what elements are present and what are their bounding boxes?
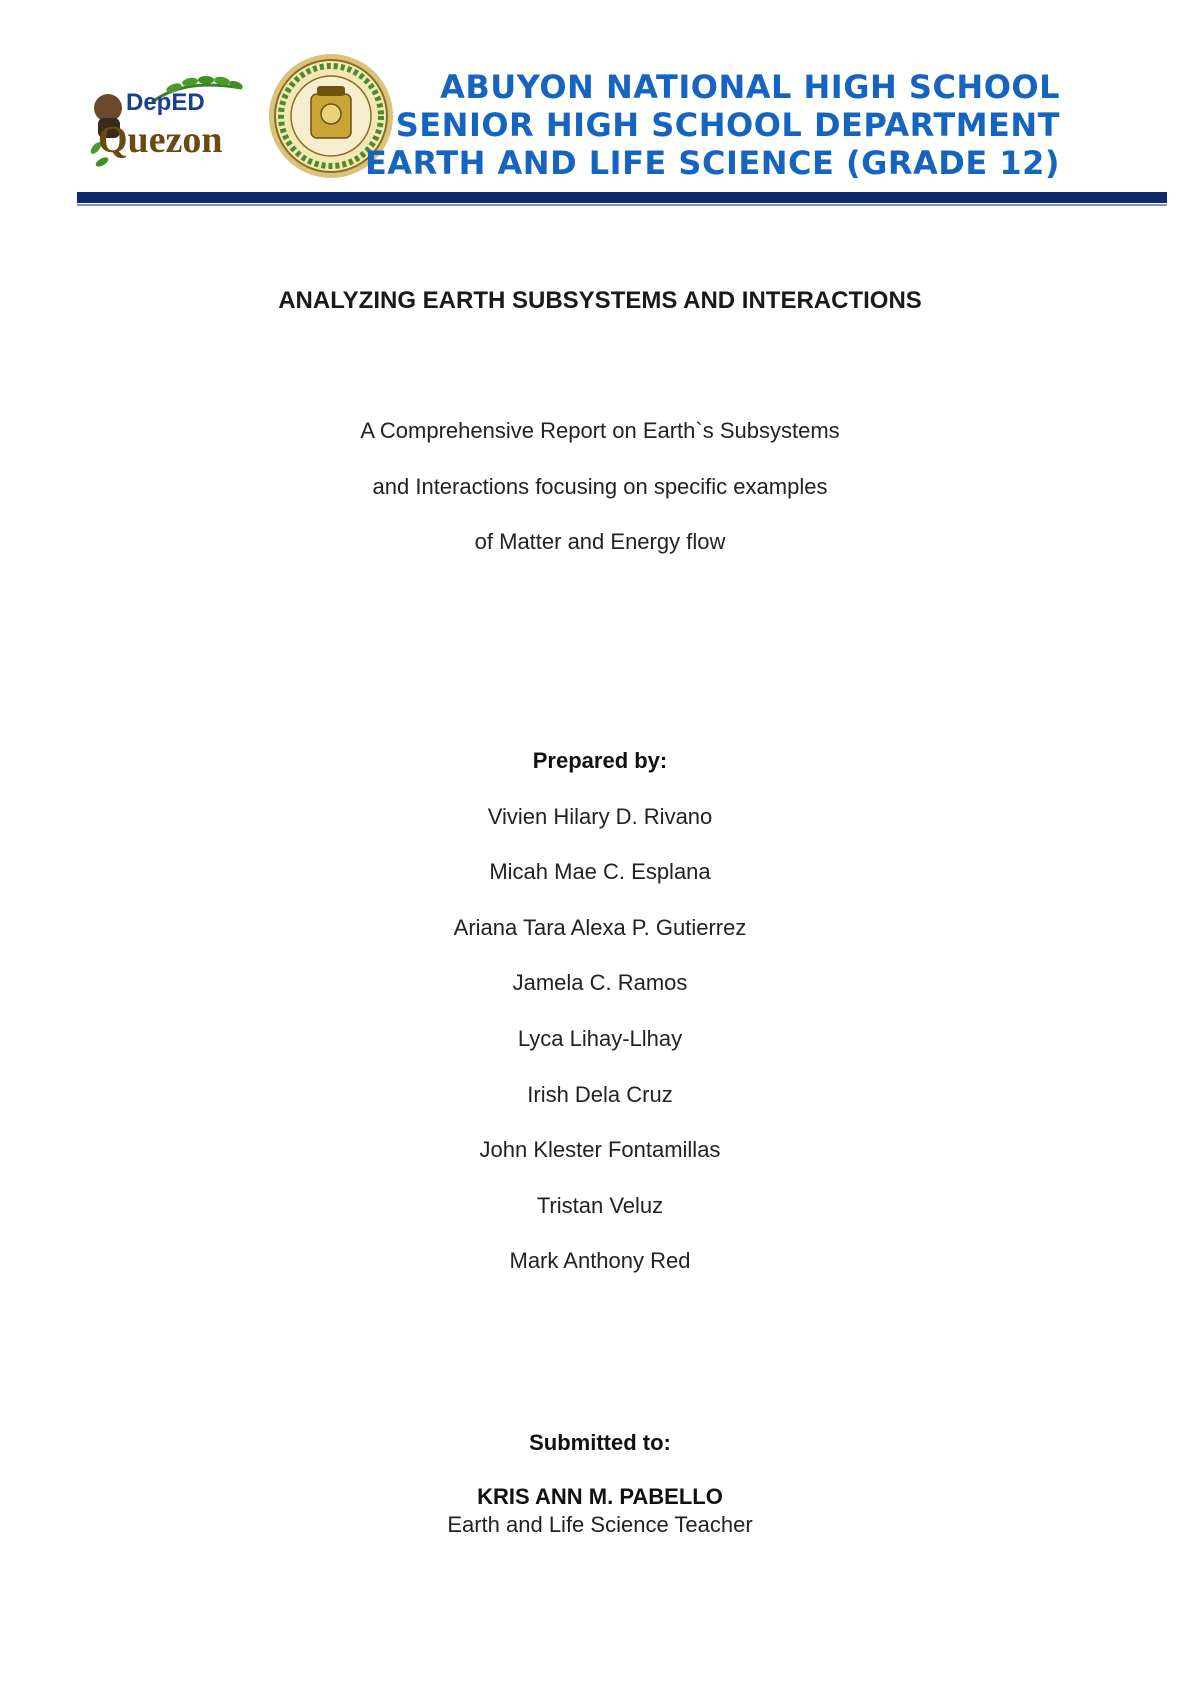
- author-name: Vivien Hilary D. Rivano: [487, 803, 713, 829]
- author-name: Micah Mae C. Esplana: [489, 859, 711, 885]
- document-header: [0, 0, 1200, 210]
- author-name: Tristan Veluz: [536, 1192, 664, 1218]
- author-name: Irish Dela Cruz: [527, 1081, 673, 1107]
- report-subtitle: [0, 403, 1200, 570]
- report-title: ANALYZING EARTH SUBSYSTEMS AND INTERACTIONS: [278, 287, 922, 314]
- author-name: Mark Anthony Red: [509, 1248, 691, 1274]
- deped-wordmark: DepED: [126, 89, 205, 116]
- header-divider: [77, 192, 1167, 203]
- author-name: Ariana Tara Alexa P. Gutierrez: [453, 914, 747, 940]
- prepared-by-section: [0, 733, 1200, 1289]
- subtitle-line: of Matter and Energy flow: [474, 529, 726, 554]
- prepared-by-label: Prepared by:: [532, 748, 668, 773]
- author-name: Lyca Lihay-Llhay: [517, 1025, 683, 1051]
- subject-name: EARTH AND LIFE SCIENCE (GRADE 12): [364, 144, 1060, 182]
- subtitle-line: A Comprehensive Report on Earth`s Subsystems: [360, 418, 840, 443]
- teacher-role: Earth and Life Science Teacher: [447, 1512, 753, 1537]
- school-heading: [365, 68, 1060, 182]
- submitted-to-section: [0, 1428, 1200, 1539]
- author-name: Jamela C. Ramos: [512, 970, 688, 996]
- subtitle-line: and Interactions focusing on specific examples: [372, 473, 828, 499]
- submitted-to-label: Submitted to:: [529, 1430, 671, 1455]
- deped-quezon-logo: [82, 74, 252, 174]
- school-name: ABUYON NATIONAL HIGH SCHOOL: [440, 68, 1060, 106]
- department-name: SENIOR HIGH SCHOOL DEPARTMENT: [395, 106, 1060, 144]
- author-name: John Klester Fontamillas: [479, 1137, 721, 1163]
- quezon-wordmark: Quezon: [98, 119, 223, 161]
- teacher-name: KRIS ANN M. PABELLO: [477, 1484, 723, 1509]
